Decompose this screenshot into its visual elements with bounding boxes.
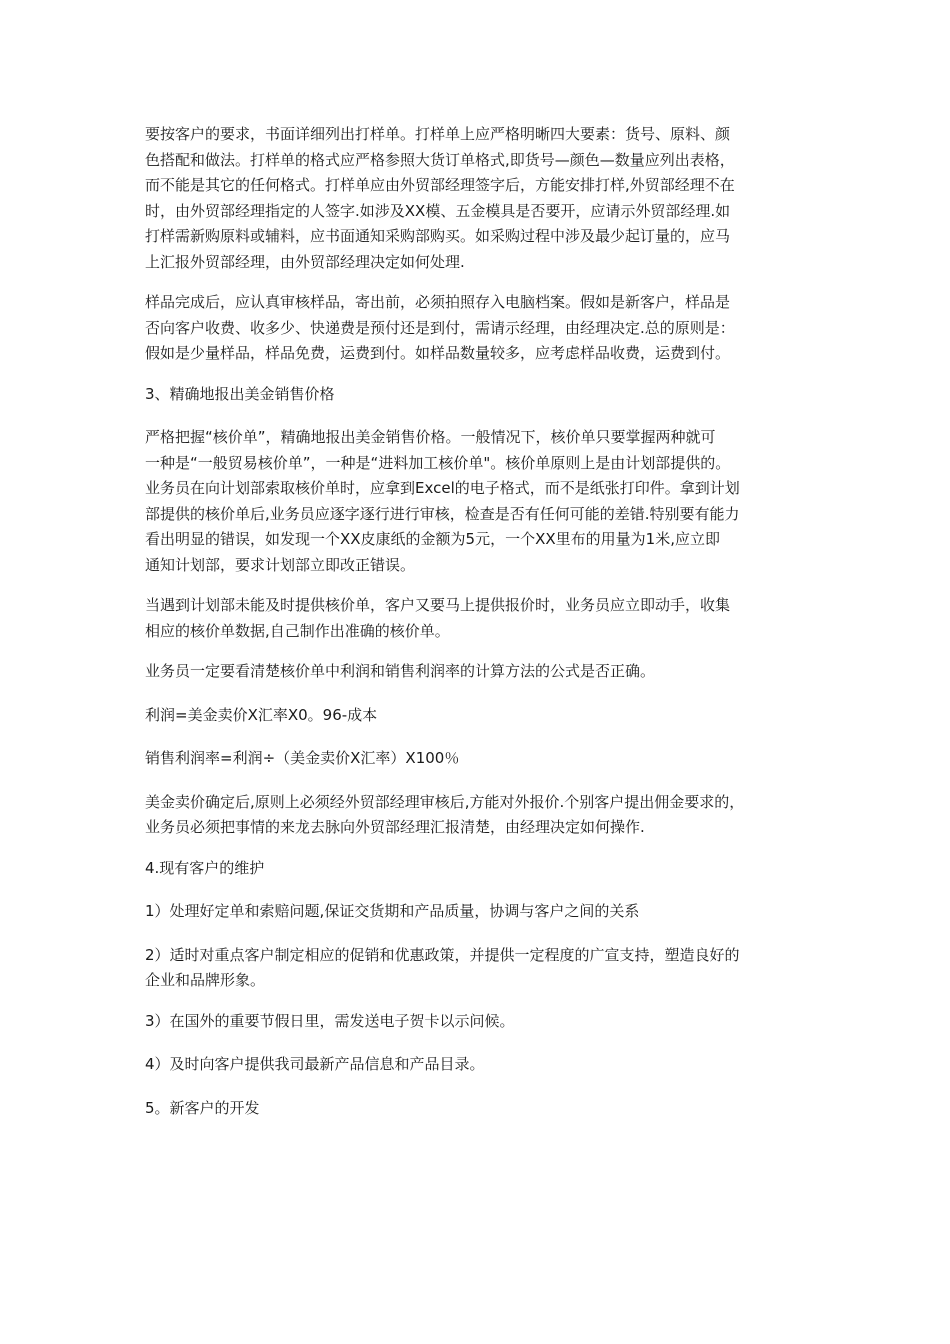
document-page bbox=[145, 122, 813, 1139]
text-line: 通知计划部，要求计划部立即改正错误。 bbox=[145, 555, 416, 574]
text-line: 严格把握“核价单”，精确地报出美金销售价格。一般情况下，核价单只要掌握两种就可 bbox=[145, 428, 716, 446]
text-line: 企业和品牌形象。 bbox=[145, 971, 266, 989]
paragraph-self-price-sheet bbox=[145, 593, 813, 644]
text-line: 一种是“一般贸易核价单”，一种是“进料加工核价单"。核价单原则上是由计划部提供的。 bbox=[145, 453, 731, 472]
text-line: 部提供的核价单后,业务员应逐字逐行进行审核，检查是否有任何可能的差错.特别要有能力 bbox=[145, 504, 740, 523]
section-heading-3: 3、精确地报出美金销售价格 bbox=[145, 384, 335, 403]
text-line: 相应的核价单数据,自己制作出准确的核价单。 bbox=[145, 621, 450, 640]
formula-profit-rate: 销售利润率=利润÷（美金卖价X汇率）X100％ bbox=[145, 749, 460, 767]
section-heading-5: 5。新客户的开发 bbox=[145, 1098, 260, 1117]
paragraph-sample-order bbox=[145, 122, 813, 275]
list-item-3: 3）在国外的重要节假日里，需发送电子贺卡以示问候。 bbox=[145, 1011, 515, 1030]
text-line: 看出明显的错误，如发现一个XX皮康纸的金额为5元，一个XX里布的用量为1米,应立即 bbox=[145, 530, 720, 548]
text-line: 2）适时对重点客户制定相应的促销和优惠政策，并提供一定程度的广宣支持，塑造良好的 bbox=[145, 945, 740, 964]
section-heading-4: 4.现有客户的维护 bbox=[145, 858, 265, 877]
paragraph-price-approval bbox=[145, 790, 813, 841]
paragraph-sample-review bbox=[145, 290, 813, 367]
text-line: 美金卖价确定后,原则上必须经外贸部经理审核后,方能对外报价.个别客户提出佣金要求的， bbox=[145, 792, 745, 811]
text-line: 要按客户的要求，书面详细列出打样单。打样单上应严格明晰四大要素：货号、原料、颜 bbox=[145, 125, 731, 143]
list-item-4: 4）及时向客户提供我司最新产品信息和产品目录。 bbox=[145, 1055, 485, 1073]
list-item-2 bbox=[145, 943, 813, 994]
text-line: 打样需新购原料或辅料，应书面通知采购部购买。如采购过程中涉及最少起订量的，应马 bbox=[145, 227, 731, 245]
text-line: 色搭配和做法。打样单的格式应严格参照大货订单格式,即货号—颜色—数量应列出表格， bbox=[145, 150, 735, 169]
text-line: 业务员必须把事情的来龙去脉向外贸部经理汇报清楚，由经理决定如何操作. bbox=[145, 818, 645, 836]
paragraph-price-sheet bbox=[145, 425, 813, 578]
text-line: 假如是少量样品，样品免费，运费到付。如样品数量较多，应考虑样品收费，运费到付。 bbox=[145, 344, 731, 362]
formula-profit: 利润=美金卖价X汇率X0。96-成本 bbox=[145, 705, 378, 724]
text-line: 而不能是其它的任何格式。打样单应由外贸部经理签字后，方能安排打样,外贸部经理不在 bbox=[145, 176, 735, 194]
text-line: 否向客户收费、收多少、快递费是预付还是到付，需请示经理，由经理决定.总的原则是： bbox=[145, 318, 735, 337]
text-line: 当遇到计划部未能及时提供核价单，客户又要马上提供报价时，业务员应立即动手，收集 bbox=[145, 596, 731, 614]
paragraph-formula-check: 业务员一定要看清楚核价单中利润和销售利润率的计算方法的公式是否正确。 bbox=[145, 662, 656, 680]
list-item-1: 1）处理好定单和索赔问题,保证交货期和产品质量，协调与客户之间的关系 bbox=[145, 902, 640, 920]
text-line: 业务员在向计划部索取核价单时，应拿到Excel的电子格式，而不是纸张打印件。拿到计划 bbox=[145, 479, 740, 497]
text-line: 时，由外贸部经理指定的人签字.如涉及XX模、五金模具是否要开，应请示外贸部经理.如 bbox=[145, 201, 731, 220]
text-line: 样品完成后，应认真审核样品，寄出前，必须拍照存入电脑档案。假如是新客户，样品是 bbox=[145, 293, 731, 311]
text-line: 上汇报外贸部经理，由外贸部经理决定如何处理. bbox=[145, 252, 465, 271]
